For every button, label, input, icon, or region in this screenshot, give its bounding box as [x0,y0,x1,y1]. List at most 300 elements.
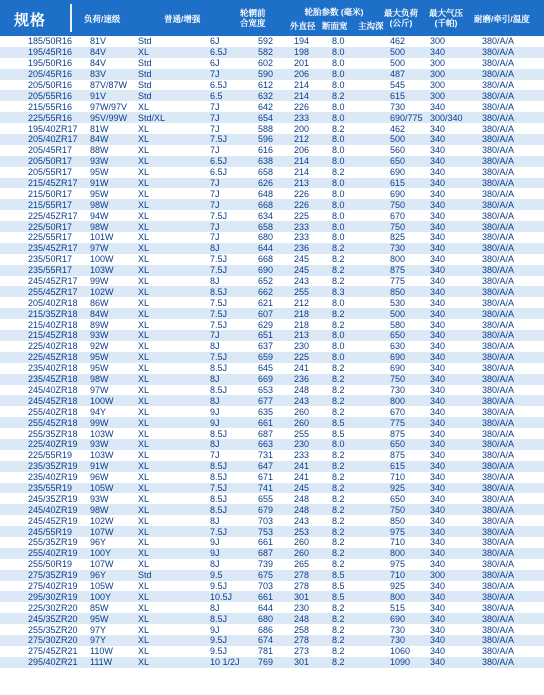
spec-table [0,36,544,668]
cell-load-speed: 107W [84,526,136,537]
cell-rim-width: 10 1/2J [202,657,254,668]
table-row [0,602,544,613]
cell-size: 235/55R19 [0,483,84,494]
cell-size: 215/45ZR17 [0,178,84,189]
cell-size: 295/30ZR19 [0,591,84,602]
cell-outer-diameter: 663 [254,439,286,450]
cell-outer-diameter: 654 [254,112,286,123]
cell-load-speed: 100W [84,395,136,406]
cell-load-speed: 88W [84,145,136,156]
cell-type: XL [136,428,202,439]
cell-utqg: 380/A/A [476,156,544,167]
table-row [0,526,544,537]
cell-utqg: 380/A/A [476,581,544,592]
table-row [0,58,544,69]
cell-outer-diameter: 634 [254,210,286,221]
header-rim [240,8,266,28]
cell-tread-depth: 8.2 [324,385,384,396]
cell-utqg: 380/A/A [476,570,544,581]
cell-size: 205/40ZR17 [0,134,84,145]
cell-section-width: 265 [286,559,324,570]
cell-size: 215/45ZR18 [0,330,84,341]
cell-utqg: 380/A/A [476,36,544,47]
cell-section-width: 241 [286,461,324,472]
cell-size: 245/45ZR17 [0,276,84,287]
cell-size: 195/45R16 [0,47,84,58]
table-row [0,646,544,657]
cell-rim-width: 7J [202,123,254,134]
table-row [0,548,544,559]
cell-max-load: 925 [384,483,428,494]
cell-section-width: 233 [286,232,324,243]
cell-tread-depth: 8.0 [324,221,384,232]
cell-tread-depth: 8.0 [324,69,384,80]
cell-load-speed: 91W [84,461,136,472]
cell-utqg: 380/A/A [476,439,544,450]
cell-size: 255/40ZR18 [0,406,84,417]
cell-type: XL [136,145,202,156]
cell-max-load: 487 [384,69,428,80]
cell-load-speed: 105W [84,483,136,494]
cell-outer-diameter: 653 [254,385,286,396]
cell-outer-diameter: 621 [254,297,286,308]
cell-max-load: 775 [384,417,428,428]
cell-max-load: 730 [384,101,428,112]
cell-max-load: 650 [384,493,428,504]
cell-utqg: 380/A/A [476,548,544,559]
cell-size: 225/45ZR18 [0,352,84,363]
cell-size: 215/55R17 [0,199,84,210]
cell-outer-diameter: 635 [254,406,286,417]
cell-load-speed: 93W [84,156,136,167]
cell-rim-width: 7.5J [202,265,254,276]
table-row [0,428,544,439]
cell-section-width: 206 [286,69,324,80]
cell-max-load: 500 [384,47,428,58]
cell-rim-width: 7J [202,145,254,156]
cell-max-load: 1060 [384,646,428,657]
cell-tread-depth: 8.2 [324,406,384,417]
cell-max-pressure: 340 [428,199,476,210]
cell-utqg: 380/A/A [476,69,544,80]
cell-type: XL [136,199,202,210]
cell-rim-width: 9J [202,537,254,548]
cell-max-pressure: 340 [428,504,476,515]
cell-max-pressure: 340 [428,319,476,330]
cell-utqg: 380/A/A [476,265,544,276]
cell-max-pressure: 340 [428,548,476,559]
cell-max-load: 800 [384,548,428,559]
table-header [0,0,544,36]
cell-max-pressure: 340 [428,297,476,308]
cell-section-width: 226 [286,101,324,112]
cell-size: 235/45ZR18 [0,374,84,385]
cell-tread-depth: 8.0 [324,297,384,308]
cell-utqg: 380/A/A [476,483,544,494]
cell-max-load: 750 [384,199,428,210]
cell-tread-depth: 8.2 [324,483,384,494]
cell-load-speed: 100Y [84,591,136,602]
cell-tread-depth: 8.2 [324,613,384,624]
header-max-pressure [429,8,463,28]
cell-rim-width: 10.5J [202,591,254,602]
cell-rim-width: 6.5J [202,156,254,167]
cell-max-load: 1090 [384,657,428,668]
cell-type: XL [136,450,202,461]
cell-tread-depth: 8.0 [324,134,384,145]
cell-rim-width: 8.5J [202,286,254,297]
cell-load-speed: 107W [84,559,136,570]
cell-load-speed: 83V [84,69,136,80]
cell-section-width: 236 [286,243,324,254]
header-outer-diameter: 外直径 [290,21,316,31]
cell-max-load: 710 [384,570,428,581]
cell-tread-depth: 8.2 [324,559,384,570]
cell-rim-width: 7J [202,232,254,243]
table-row [0,276,544,287]
cell-utqg: 380/A/A [476,101,544,112]
cell-size: 225/55R17 [0,232,84,243]
cell-size: 225/55R19 [0,450,84,461]
cell-section-width: 260 [286,417,324,428]
cell-max-load: 850 [384,286,428,297]
cell-size: 245/55R19 [0,526,84,537]
cell-outer-diameter: 668 [254,254,286,265]
table-row [0,265,544,276]
cell-outer-diameter: 680 [254,613,286,624]
cell-outer-diameter: 674 [254,635,286,646]
cell-max-load: 690 [384,352,428,363]
cell-max-load: 500 [384,58,428,69]
cell-size: 235/40ZR19 [0,472,84,483]
cell-load-speed: 98W [84,374,136,385]
cell-utqg: 380/A/A [476,243,544,254]
cell-utqg: 380/A/A [476,341,544,352]
cell-utqg: 380/A/A [476,221,544,232]
cell-rim-width: 7.5J [202,526,254,537]
cell-utqg: 380/A/A [476,80,544,91]
cell-utqg: 380/A/A [476,330,544,341]
cell-max-load: 462 [384,123,428,134]
cell-utqg: 380/A/A [476,559,544,570]
cell-size: 205/40ZR18 [0,297,84,308]
cell-utqg: 380/A/A [476,504,544,515]
cell-section-width: 243 [286,515,324,526]
cell-type: XL [136,537,202,548]
cell-load-speed: 102W [84,515,136,526]
cell-section-width: 200 [286,123,324,134]
cell-rim-width: 8J [202,374,254,385]
cell-max-load: 515 [384,602,428,613]
table-row [0,363,544,374]
cell-tread-depth: 8.3 [324,286,384,297]
cell-load-speed: 95W [84,613,136,624]
cell-load-speed: 98W [84,504,136,515]
cell-max-pressure: 340 [428,526,476,537]
cell-max-load: 800 [384,591,428,602]
cell-size: 195/40ZR17 [0,123,84,134]
cell-size: 215/50R17 [0,188,84,199]
table-row [0,352,544,363]
cell-max-pressure: 340 [428,657,476,668]
cell-outer-diameter: 731 [254,450,286,461]
cell-load-speed: 91V [84,90,136,101]
cell-rim-width: 9.5 [202,570,254,581]
header-section-width: 断面宽 [322,21,348,31]
cell-type: XL [136,602,202,613]
cell-section-width: 253 [286,526,324,537]
cell-max-pressure: 300/340 [428,112,476,123]
cell-max-load: 710 [384,472,428,483]
cell-rim-width: 6.5J [202,80,254,91]
cell-load-speed: 91W [84,178,136,189]
cell-type: XL [136,504,202,515]
cell-max-load: 615 [384,178,428,189]
cell-rim-width: 8.5J [202,504,254,515]
cell-load-speed: 97W [84,385,136,396]
table-row [0,493,544,504]
cell-max-pressure: 340 [428,515,476,526]
cell-outer-diameter: 680 [254,232,286,243]
cell-max-load: 650 [384,439,428,450]
table-row [0,232,544,243]
table-row [0,581,544,592]
cell-utqg: 380/A/A [476,428,544,439]
table-row [0,483,544,494]
cell-outer-diameter: 661 [254,591,286,602]
header-max-load-line1: 最大负荷 [384,8,419,18]
cell-max-pressure: 340 [428,254,476,265]
cell-type: XL [136,515,202,526]
cell-tread-depth: 8.0 [324,330,384,341]
cell-tread-depth: 8.2 [324,472,384,483]
cell-section-width: 243 [286,276,324,287]
cell-section-width: 230 [286,439,324,450]
cell-rim-width: 7.5J [202,319,254,330]
table-row [0,537,544,548]
cell-load-speed: 99W [84,276,136,287]
cell-max-load: 690/775 [384,112,428,123]
cell-section-width: 245 [286,254,324,265]
cell-outer-diameter: 602 [254,58,286,69]
cell-max-pressure: 340 [428,232,476,243]
cell-max-load: 750 [384,221,428,232]
cell-tread-depth: 8.5 [324,591,384,602]
cell-type: XL [136,526,202,537]
cell-type: XL [136,243,202,254]
cell-type: XL [136,472,202,483]
table-row [0,69,544,80]
cell-outer-diameter: 671 [254,472,286,483]
cell-section-width: 198 [286,47,324,58]
cell-max-pressure: 340 [428,483,476,494]
table-row [0,504,544,515]
cell-type: XL [136,581,202,592]
header-utqg: 耐磨/牵引/温度 [474,14,530,24]
cell-max-pressure: 340 [428,472,476,483]
table-row [0,134,544,145]
cell-rim-width: 8.5J [202,493,254,504]
cell-load-speed: 94Y [84,406,136,417]
cell-max-load: 500 [384,134,428,145]
header-rim-line2: 合宽度 [240,18,266,28]
cell-utqg: 380/A/A [476,178,544,189]
cell-max-load: 690 [384,363,428,374]
cell-max-load: 690 [384,188,428,199]
cell-utqg: 380/A/A [476,602,544,613]
cell-section-width: 226 [286,199,324,210]
cell-max-pressure: 340 [428,352,476,363]
table-row [0,374,544,385]
cell-tread-depth: 8.5 [324,417,384,428]
table-row [0,385,544,396]
cell-tread-depth: 8.2 [324,515,384,526]
cell-utqg: 380/A/A [476,385,544,396]
cell-type: XL [136,417,202,428]
cell-load-speed: 95W [84,363,136,374]
cell-rim-width: 8.5J [202,385,254,396]
cell-type: XL [136,439,202,450]
cell-type: Std [136,69,202,80]
table-row [0,167,544,178]
cell-size: 255/40ZR19 [0,548,84,559]
table-row [0,406,544,417]
cell-utqg: 380/A/A [476,47,544,58]
cell-tread-depth: 8.0 [324,210,384,221]
cell-utqg: 380/A/A [476,374,544,385]
cell-max-pressure: 340 [428,188,476,199]
cell-outer-diameter: 644 [254,602,286,613]
cell-utqg: 380/A/A [476,167,544,178]
cell-rim-width: 8J [202,395,254,406]
cell-load-speed: 81V [84,36,136,47]
table-row [0,178,544,189]
cell-type: XL [136,385,202,396]
cell-utqg: 380/A/A [476,657,544,668]
table-row [0,341,544,352]
table-row [0,395,544,406]
cell-tread-depth: 8.5 [324,570,384,581]
cell-size: 205/45R16 [0,69,84,80]
cell-section-width: 255 [286,286,324,297]
cell-size: 255/50R19 [0,559,84,570]
cell-max-pressure: 300 [428,36,476,47]
cell-rim-width: 9.5J [202,581,254,592]
header-rim-line1: 轮辋前 [240,8,266,18]
table-row [0,145,544,156]
cell-type: XL [136,395,202,406]
cell-outer-diameter: 607 [254,308,286,319]
cell-load-speed: 100W [84,254,136,265]
cell-section-width: 206 [286,145,324,156]
cell-size: 245/35ZR19 [0,493,84,504]
cell-type: Std [136,90,202,101]
cell-max-load: 750 [384,504,428,515]
cell-load-speed: 97Y [84,635,136,646]
cell-rim-width: 6.5J [202,47,254,58]
table-row [0,657,544,668]
cell-load-speed: 96W [84,472,136,483]
cell-utqg: 380/A/A [476,319,544,330]
cell-size: 215/35ZR18 [0,308,84,319]
cell-outer-diameter: 645 [254,363,286,374]
cell-section-width: 233 [286,112,324,123]
cell-max-pressure: 340 [428,493,476,504]
cell-size: 215/55R16 [0,101,84,112]
table-row [0,308,544,319]
cell-section-width: 260 [286,548,324,559]
cell-outer-diameter: 675 [254,570,286,581]
table-row [0,156,544,167]
cell-max-pressure: 340 [428,330,476,341]
cell-outer-diameter: 677 [254,395,286,406]
table-row [0,36,544,47]
cell-load-speed: 93W [84,493,136,504]
cell-size: 185/50R16 [0,36,84,47]
cell-outer-diameter: 648 [254,188,286,199]
cell-utqg: 380/A/A [476,210,544,221]
cell-load-speed: 103W [84,265,136,276]
cell-load-speed: 81W [84,123,136,134]
cell-utqg: 380/A/A [476,613,544,624]
cell-size: 235/40ZR18 [0,363,84,374]
cell-section-width: 255 [286,428,324,439]
cell-rim-width: 9J [202,548,254,559]
cell-tread-depth: 8.2 [324,602,384,613]
cell-outer-diameter: 588 [254,123,286,134]
header-max-pressure-line2: (千帕) [434,18,458,28]
cell-utqg: 380/A/A [476,624,544,635]
cell-section-width: 241 [286,363,324,374]
cell-size: 225/40ZR18 [0,341,84,352]
cell-type: XL [136,308,202,319]
cell-load-speed: 84V [84,58,136,69]
cell-utqg: 380/A/A [476,493,544,504]
cell-rim-width: 8J [202,439,254,450]
cell-max-load: 580 [384,319,428,330]
cell-rim-width: 6.5J [202,167,254,178]
cell-max-pressure: 340 [428,635,476,646]
cell-tread-depth: 8.2 [324,395,384,406]
cell-tread-depth: 8.0 [324,341,384,352]
cell-type: XL [136,624,202,635]
cell-outer-diameter: 629 [254,319,286,330]
cell-rim-width: 8.5J [202,428,254,439]
cell-tread-depth: 8.0 [324,58,384,69]
cell-outer-diameter: 616 [254,145,286,156]
table-row [0,613,544,624]
cell-type: XL [136,134,202,145]
header-tread-depth: 主沟深 [358,21,384,31]
cell-tread-depth: 8.2 [324,243,384,254]
header-tire-params: 轮胎参数 (毫米) [304,7,364,17]
cell-size: 245/40ZR19 [0,504,84,515]
cell-type: XL [136,47,202,58]
cell-max-pressure: 300 [428,58,476,69]
cell-rim-width: 7J [202,178,254,189]
cell-max-load: 850 [384,515,428,526]
cell-max-load: 630 [384,341,428,352]
cell-outer-diameter: 679 [254,504,286,515]
cell-type: XL [136,210,202,221]
cell-section-width: 213 [286,178,324,189]
cell-max-pressure: 340 [428,156,476,167]
cell-rim-width: 8.5J [202,613,254,624]
cell-tread-depth: 8.2 [324,167,384,178]
cell-outer-diameter: 741 [254,483,286,494]
cell-max-load: 925 [384,581,428,592]
cell-rim-width: 9J [202,406,254,417]
